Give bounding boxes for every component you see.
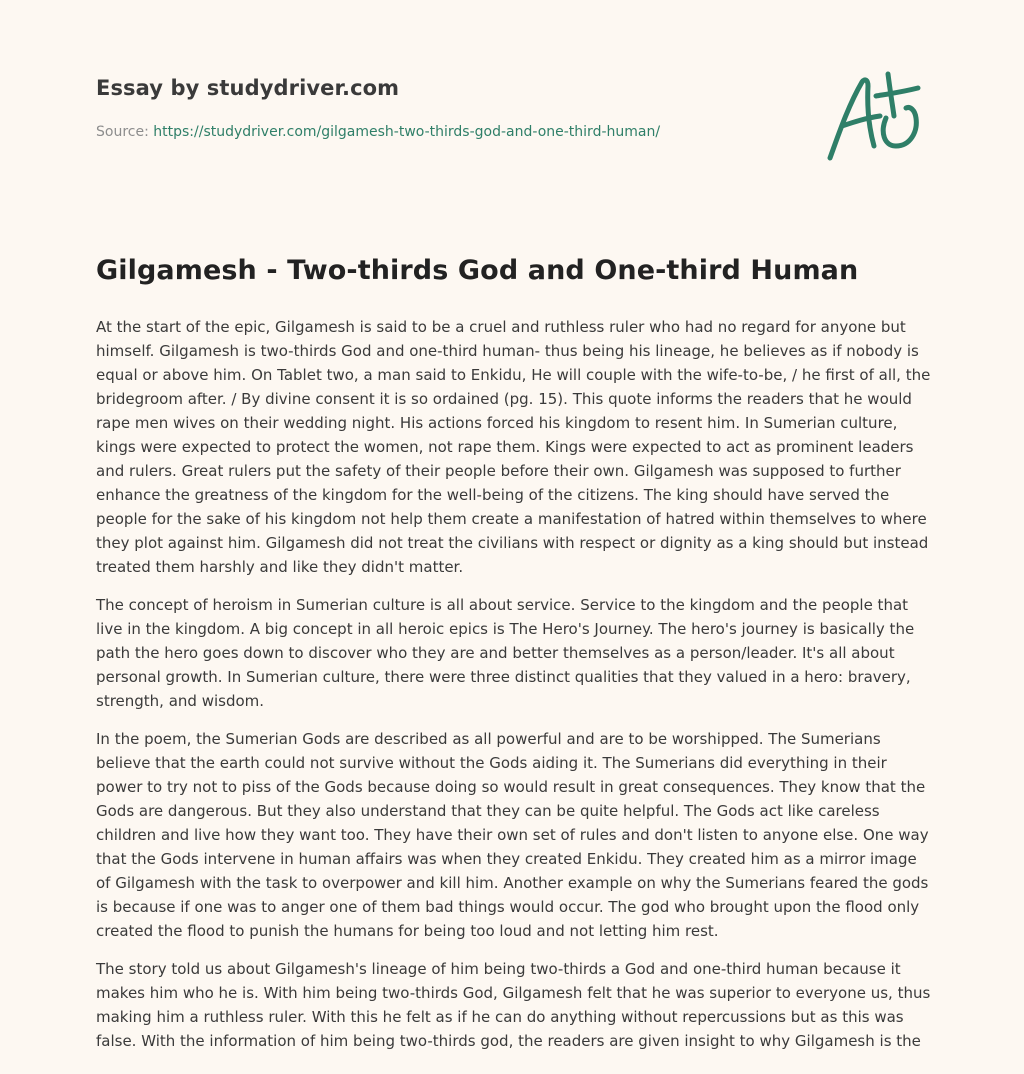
essay-paragraph: At the start of the epic, Gilgamesh is said to be a cruel and ruthless ruler who had no regard for anyone but himself. Gilgamesh is two-thirds God and one-third human- thus being his lineage, he believes as if nobody is equal or above him. On Tablet two, a man said to Enkidu, He will couple with the wife-to-be, / he first of all, the bridegroom after. / By divine consent it is so ordained (pg. 15). This quote informs the readers that he would rape men wives on their wedding night. His actions forced his kingdom to resent him. In Sumerian culture, kings were expected to protect the women, not rape them. Kings were expected to act as prominent leaders and rulers. Great rulers put the safety of their people before their own. Gilgamesh was supposed to further enhance the greatness of the kingdom for the well-being of the citizens. The king should have served the people for the sake of his kingdom not help them create a manifestation of hatred within themselves to where they plot against him. Gilgamesh did not treat the civilians with respect or dignity as a king should but instead treated them harshly and like they didn't matter. [96, 318, 931, 576]
site-brand: Essay by studydriver.com [96, 76, 400, 100]
source-line [96, 124, 660, 140]
essay-paragraph: In the poem, the Sumerian Gods are described as all powerful and are to be worshipped. The Sumerians believe that the earth could not survive without the Gods aiding it. The Sumerians did everything in their power to try not to piss of the Gods because doing so would result in great consequences. They know that the Gods are dangerous. But they also understand that they can be quite helpful. The Gods act like careless children and live how they want too. They have their own set of rules and don't listen to anyone else. One way that the Gods intervene in human affairs was when they created Enkidu. They created him as a mirror image of Gilgamesh with the task to overpower and kill him. Another example on why the Sumerians feared the gods is because if one was to anger one of them bad things would occur. The god who brought upon the flood only created the flood to punish the humans for being too loud and not letting him rest. [96, 730, 929, 940]
source-label: Source: [96, 124, 149, 140]
essay-title: Gilgamesh - Two-thirds God and One-third Human [96, 255, 859, 286]
essay-body [96, 315, 932, 1067]
a-plus-logo [822, 66, 928, 166]
source-link[interactable]: https://studydriver.com/gilgamesh-two-thirds-god-and-one-third-human/ [153, 124, 661, 140]
essay-paragraph: The story told us about Gilgamesh's lineage of him being two-thirds a God and one-third human because it makes him who he is. With him being two-thirds God, Gilgamesh felt that he was superior to everyone us, thus making him a ruthless ruler. With this he felt as if he can do anything without repercussions but as this was false. With the information of him being two-thirds god, the readers are given insight to why Gilgamesh is the [96, 960, 931, 1050]
essay-paragraph: The concept of heroism in Sumerian culture is all about service. Service to the kingdom and the people that live in the kingdom. A big concept in all heroic epics is The Hero's Journey. The hero's journey is basically the path the hero goes down to discover who they are and better themselves as a person/leader. It's all about personal growth. In Sumerian culture, there were three distinct qualities that they valued in a hero: bravery, strength, and wisdom. [96, 596, 915, 710]
